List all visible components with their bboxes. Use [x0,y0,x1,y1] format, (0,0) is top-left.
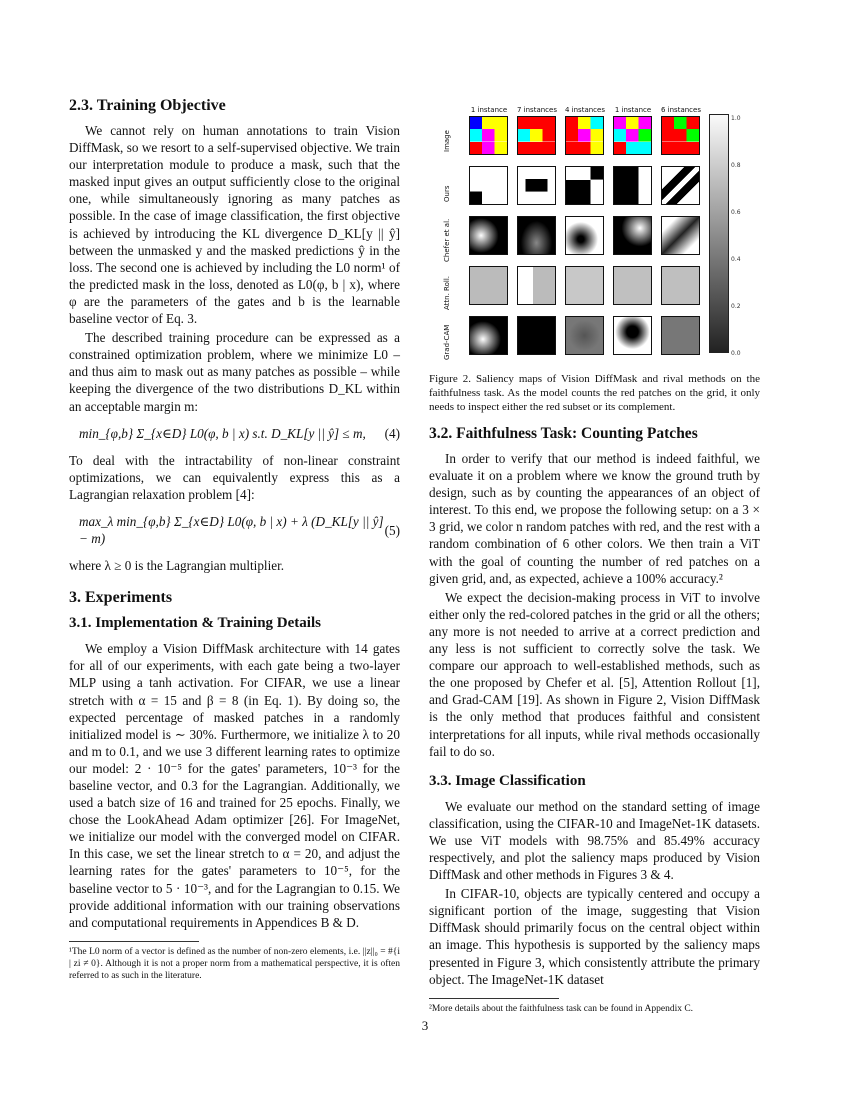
saliency-map [517,166,556,205]
paragraph: where λ ≥ 0 is the Lagrangian multiplier. [69,558,285,574]
chefer-row [469,216,700,255]
column-label: 7 instances [517,106,557,114]
section-heading-experiments: 3. Experiments [69,589,173,607]
equation-4 [69,425,400,442]
equation-5 [69,513,400,547]
grid-image [517,116,556,155]
saliency-map [565,216,604,255]
subsection-heading-implementation: 3.1. Implementation & Training Details [69,615,321,632]
colorbar-tick: 0.6 [731,209,741,216]
saliency-map [517,266,556,305]
paragraph: The described training procedure can be expressed as a constrained optimization problem, where we minimize L0 – and thus aim to mask out as many patches as possible – while keeping the divergence of the two distributions D_KL within an acceptable margin m: [69,330,400,414]
gradcam-row [469,316,700,355]
section-heading-training-objective: 2.3. Training Objective [69,97,226,114]
ours-row [469,166,700,205]
saliency-map [613,316,652,355]
figure-2 [429,102,760,362]
saliency-map [469,266,508,305]
footnote-rule [69,941,199,942]
row-label: Image [443,130,451,152]
image-row [469,116,700,155]
colorbar-tick: 0.8 [731,162,741,169]
saliency-map [565,266,604,305]
column-label: 6 instances [661,106,701,114]
attn-rollout-row [469,266,700,305]
colorbar [709,114,729,353]
column-label: 1 instance [614,106,652,114]
row-label: Attn. Roll. [443,276,451,310]
row-label: Chefer et al. [443,218,451,262]
saliency-map [565,166,604,205]
saliency-map [613,216,652,255]
page-number: 3 [421,1018,429,1033]
footnote-rule [429,998,559,999]
saliency-map [565,316,604,355]
right-column [429,96,760,1015]
paragraph: We employ a Vision DiffMask architecture with 14 gates for all of our experiments, with each gate being a two-layer MLP using a tanh activation. For CIFAR, we use a linear stretch with α = 15 and β = 8 (in Eq. 1). By doing so, the expected percentage of masked patches in a randomly initialized model is ∼ 30%. Furthermore, we initialize λ to 20 and m to 0.1, and we use 3 different learning rates to optimize our model: 2 · 10⁻⁵ for the gates' parameters, 10⁻³ for the baseline vector, and 0.3 for the Lagrangian. Additionally, we used a batch size of 16 and trained for 25 epochs. Finally, we chose the LookAhead Adam optimizer [26]. For ImageNet, we initialize our model with the converged model on CIFAR. In this case, we set the linear stretch to α = 20, and adjust the learning rates for the gates' parameters to 10⁻⁵, for the baseline vector to 5 · 10⁻³, and for the Lagrangian to 0.15. We provide additional information with our training observations and computational requirements in Appendices B & D. [69,641,400,930]
figure-caption: Figure 2. Saliency maps of Vision DiffMask and rival methods on the faithfulness task. As the model counts the red patches on the grid, it only needs to inspect either the red subset or its complement. [429,373,760,413]
paragraph: In CIFAR-10, objects are typically centered and occupy a significant portion of the image, suggesting that Vision DiffMask should primarily focus on the central object within an image. This hypothesis is supported by the saliency maps presented in Figure 3, which consistently attribute the primary object. The ImageNet-1K dataset [429,886,760,987]
row-label: Grad-CAM [443,324,451,360]
equation-body: min_{φ,b} Σ_{x∈D} L0(φ, b | x) s.t. D_KL[y || ŷ] ≤ m, [79,425,366,441]
saliency-map [661,166,700,205]
grid-image [565,116,604,155]
saliency-map [661,266,700,305]
saliency-map [517,316,556,355]
row-label: Ours [443,185,451,202]
paragraph: We evaluate our method on the standard setting of image classification, using the CIFAR-10 and ImageNet-1K datasets. We use ViT models with 98.75% and 85.49% accuracy respectively, and plot the saliency maps produced by Vision DiffMask and other methods in Figures 3 & 4. [429,798,760,883]
column-label: 1 instance [470,106,508,114]
paragraph: To deal with the intractability of non-linear constraint optimizations, we can equivalently express this as a Lagrangian relaxation problem [4]: [69,452,400,502]
saliency-map [469,316,508,355]
paragraph: We expect the decision-making process in ViT to involve either only the red-colored patches in the grid or all the others; any more is not needed to arrive at a correct prediction and any less is not sufficient to correctly solve the task. We compare our approach to well-established methods, such as the one proposed by Chefer et al. [5], Attention Rollout [1], and Grad-CAM [19]. As shown in Figure 2, Vision DiffMask is the only method that produces faithful and consistent interpretations for all inputs, while rival methods occasionally fail to do so. [429,589,760,759]
colorbar-tick: 1.0 [731,115,741,122]
saliency-map [613,266,652,305]
footnote-1: ¹The L0 norm of a vector is defined as the number of non-zero elements, i.e. ||z||₀ = #{i | zi ≠ 0}. Although it is not a proper norm from a mathematical perspective, it is often referred to as such in the literature. [69,946,400,981]
paragraph: In order to verify that our method is indeed faithful, we evaluate it on a problem where we know the ground truth by design, such as by counting the appearances of an object of interest. To this end, we propose the following setup: on a 3 × 3 grid, we color n random patches with red, and the rest with a random combination of 6 other colors. We then train a ViT with the goal of counting the number of red patches on a given grid, and, as expected, achieve a 100% accuracy.² [429,451,760,586]
column-label: 4 instances [565,106,605,114]
grid-image [469,116,508,155]
subsection-heading-faithfulness: 3.2. Faithfulness Task: Counting Patches [429,425,698,442]
equation-number: (4) [384,425,400,441]
equation-number: (5) [384,522,400,538]
colorbar-tick: 0.0 [731,350,741,357]
paragraph: We cannot rely on human annotations to train Vision DiffMask, so we resort to a self-supervised objective. We train our interpretation module to produce a mask, such that the masked input gives an output sufficiently close to the original one, while simultaneously ignoring as many patches as possible. In the case of image classification, the first objective is achieved by introducing the KL divergence D_KL[y || ŷ] between the unmasked y and the masked predictions ŷ in the loss. The second one is achieved by including the L0 norm¹ of the predicted mask in the loss, denoted as L0(φ, b | x), where φ are the parameters of the gates and b is the learnable baseline vector of Eq. 3. [69,123,400,327]
grid-image [613,116,652,155]
colorbar-tick: 0.4 [731,256,741,263]
colorbar-tick: 0.2 [731,303,741,310]
saliency-map [469,216,508,255]
saliency-map [517,216,556,255]
saliency-map [469,166,508,205]
subsection-heading-image-classification: 3.3. Image Classification [429,772,586,789]
left-column [69,96,400,982]
saliency-map [661,316,700,355]
saliency-map [661,216,700,255]
saliency-map [613,166,652,205]
equation-body: max_λ min_{φ,b} Σ_{x∈D} L0(φ, b | x) + λ (D_KL[y || ŷ] − m) [79,513,384,547]
footnote-2: ²More details about the faithfulness task can be found in Appendix C. [429,1003,694,1014]
grid-image [661,116,700,155]
